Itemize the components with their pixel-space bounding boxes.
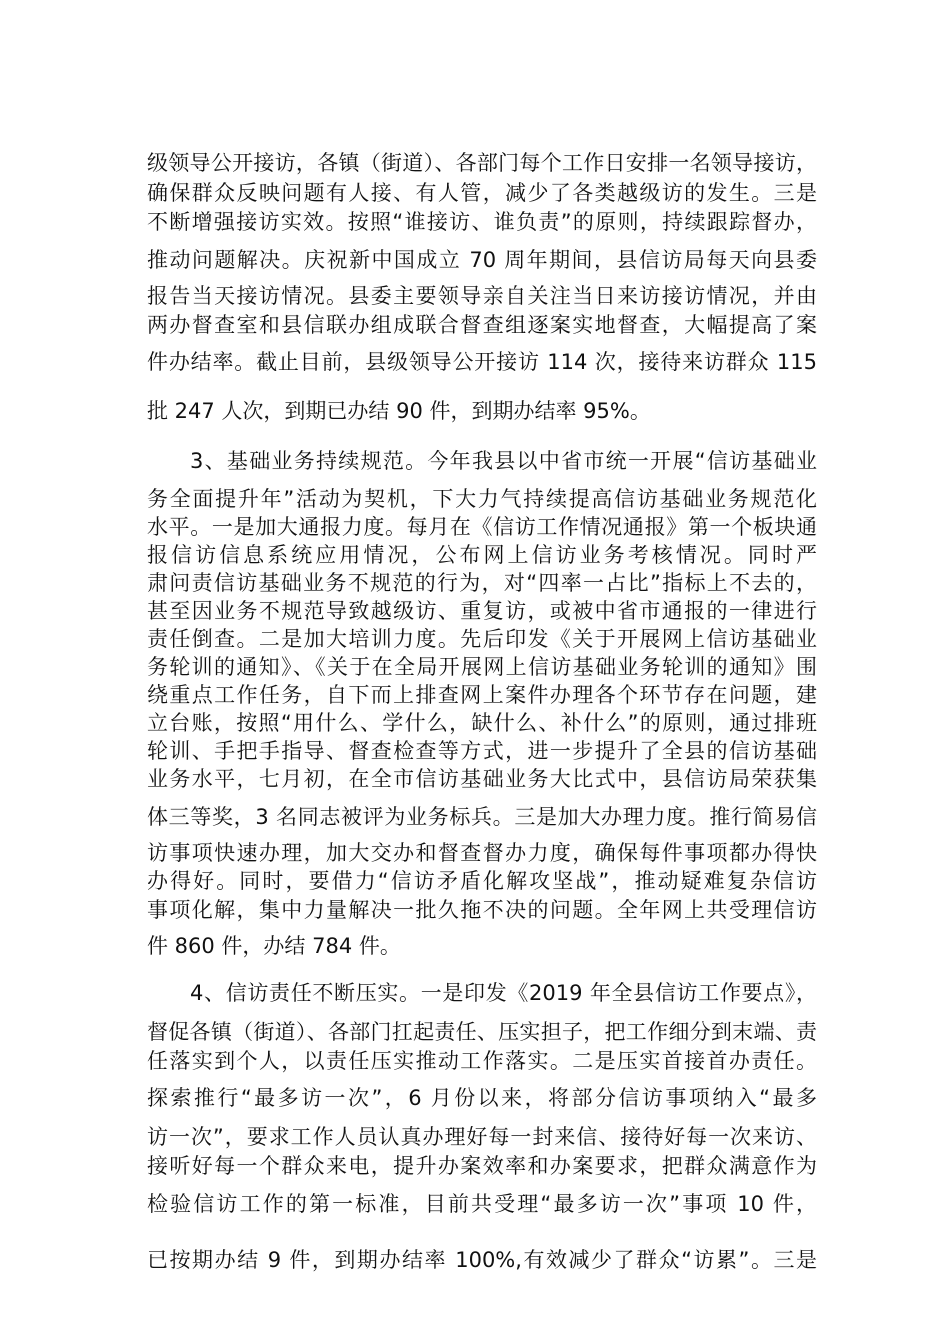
- text-line: 报告当天接访情况。县委主要领导亲自关注当日来访接访情况，并由: [147, 284, 817, 308]
- text-line: 责任倒查。二是加大培训力度。先后印发《关于开展网上信访基础业: [147, 627, 817, 651]
- text-line: 确保群众反映问题有人接、有人管，减少了各类越级访的发生。三是: [147, 181, 817, 205]
- text-line: 件 860 件，办结 784 件。: [147, 934, 401, 958]
- text-line: 任落实到个人，以责任压实推动工作落实。二是压实首接首办责任。: [147, 1049, 817, 1073]
- text-line: 绕重点工作任务，自下而上排查网上案件办理各个环节存在问题，建: [147, 683, 817, 707]
- text-line: 3、基础业务持续规范。今年我县以中省市统一开展“信访基础业: [190, 449, 817, 473]
- text-line: 访一次”，要求工作人员认真办理好每一封来信、接待好每一次来访、: [147, 1125, 817, 1149]
- text-line: 务轮训的通知》、《关于在全局开展网上信访基础业务轮训的通知》围: [147, 655, 817, 679]
- text-line: 甚至因业务不规范导致越级访、重复访，或被中省市通报的一律进行: [147, 599, 817, 623]
- text-line: 访事项快速办理，加大交办和督查督办力度，确保每件事项都办得快: [147, 841, 817, 865]
- text-line: 肃问责信访基础业务不规范的行为，对“四率一占比”指标上不去的，: [147, 571, 817, 595]
- text-line: 轮训、手把手指导、督查检查等方式，进一步提升了全县的信访基础: [147, 739, 817, 763]
- text-line: 级领导公开接访，各镇（街道）、各部门每个工作日安排一名领导接访，: [147, 151, 817, 175]
- text-line: 批 247 人次，到期已办结 90 件，到期办结率 95%。: [147, 399, 651, 423]
- text-line: 事项化解，集中力量解决一批久拖不决的问题。全年网上共受理信访: [147, 898, 817, 922]
- text-line: 体三等奖，3 名同志被评为业务标兵。三是加大办理力度。推行简易信: [147, 805, 817, 829]
- text-line: 务全面提升年”活动为契机，下大力气持续提高信访基础业务规范化: [147, 487, 817, 511]
- text-line: 两办督查室和县信联办组成联合督查组逐案实地督查，大幅提高了案: [147, 313, 817, 337]
- text-line: 报信访信息系统应用情况，公布网上信访业务考核情况。同时严: [147, 543, 817, 567]
- text-line: 办得好。同时，要借力“信访矛盾化解攻坚战”，推动疑难复杂信访: [147, 869, 817, 893]
- text-line: 已按期办结 9 件，到期办结率 100%,有效减少了群众“访累”。三是: [147, 1248, 817, 1272]
- text-line: 业务水平，七月初，在全市信访基础业务大比式中，县信访局荣获集: [147, 767, 817, 791]
- text-line: 接听好每一个群众来电，提升办案效率和办案要求，把群众满意作为: [147, 1154, 817, 1178]
- text-line: 水平。一是加大通报力度。每月在《信访工作情况通报》第一个板块通: [147, 515, 817, 539]
- text-line: 不断增强接访实效。按照“谁接访、谁负责”的原则，持续跟踪督办，: [147, 210, 817, 234]
- text-line: 推动问题解决。庆祝新中国成立 70 周年期间，县信访局每天向县委: [147, 248, 817, 272]
- text-line: 探索推行“最多访一次”，6 月份以来，将部分信访事项纳入“最多: [147, 1086, 817, 1110]
- text-line: 件办结率。截止目前，县级领导公开接访 114 次，接待来访群众 115: [147, 350, 817, 374]
- text-line: 4、信访责任不断压实。一是印发《2019 年全县信访工作要点》，: [190, 981, 817, 1005]
- text-line: 立台账，按照“用什么、学什么，缺什么、补什么”的原则，通过排班: [147, 711, 817, 735]
- text-line: 检验信访工作的第一标准，目前共受理“最多访一次”事项 10 件，: [147, 1192, 817, 1216]
- text-line: 督促各镇（街道）、各部门扛起责任、压实担子，把工作细分到末端、责: [147, 1020, 817, 1044]
